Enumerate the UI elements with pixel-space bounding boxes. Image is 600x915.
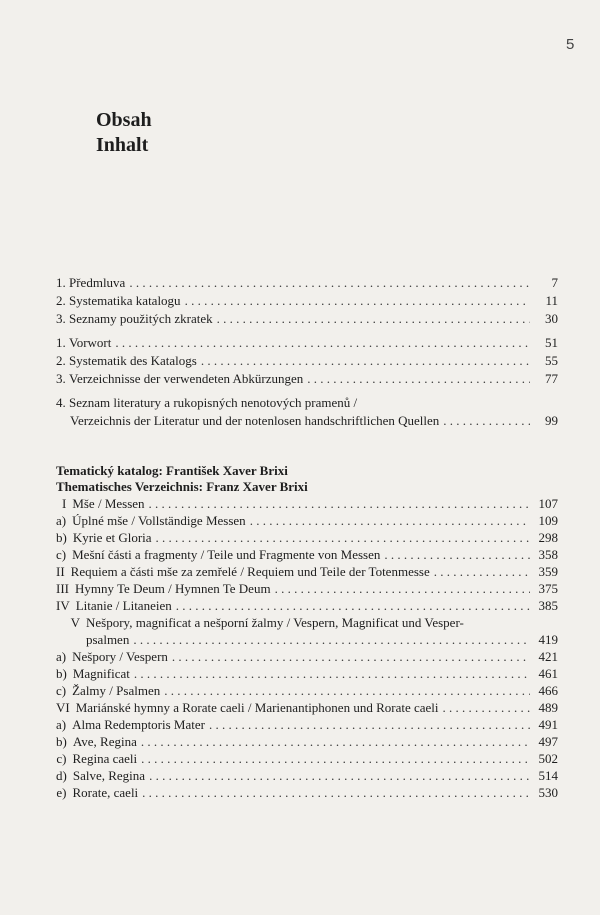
toc-entry[interactable] bbox=[56, 334, 558, 352]
leader-dots bbox=[115, 334, 530, 352]
leader-dots bbox=[201, 352, 530, 370]
toc-title: Alma Redemptoris Mater bbox=[72, 717, 205, 732]
toc-title: Žalmy / Psalmen bbox=[72, 683, 161, 698]
toc-page: 7 bbox=[551, 275, 558, 290]
toc-entry-vespers[interactable] bbox=[56, 614, 558, 632]
toc-title: Magnificat bbox=[72, 666, 130, 681]
toc-title: Úplné mše / Vollständige Messen bbox=[72, 513, 246, 528]
toc-number: e) bbox=[56, 785, 67, 800]
leader-dots bbox=[185, 292, 530, 310]
toc-number: a) bbox=[56, 649, 67, 664]
leader-dots bbox=[307, 370, 530, 388]
toc-entry[interactable] bbox=[56, 750, 558, 768]
toc-title: Verzeichnisse der verwendeten Abkürzungen bbox=[69, 371, 304, 386]
title-czech: Obsah bbox=[96, 109, 152, 131]
toc-title: Mše / Messen bbox=[72, 496, 145, 511]
toc-title: Mariánské hymny a Rorate caeli / Marienantiphonen und Rorate caeli bbox=[75, 700, 439, 715]
toc-page: 358 bbox=[538, 547, 558, 562]
toc-entry[interactable] bbox=[56, 310, 558, 328]
toc-number: II bbox=[56, 564, 65, 579]
toc-page: 99 bbox=[545, 413, 558, 428]
leader-dots bbox=[250, 512, 530, 530]
toc-number: I bbox=[61, 496, 67, 511]
toc-title: Requiem a části mše za zemřelé / Requiem und Teile der Totenmesse bbox=[70, 564, 430, 579]
toc-entry[interactable] bbox=[56, 292, 558, 310]
toc-page: 51 bbox=[545, 335, 558, 350]
toc-page: 30 bbox=[545, 311, 558, 326]
toc-title: Kyrie et Gloria bbox=[72, 530, 152, 545]
toc-entry[interactable] bbox=[56, 784, 558, 802]
toc-entry[interactable] bbox=[56, 370, 558, 388]
leader-dots bbox=[384, 546, 530, 564]
leader-dots bbox=[141, 750, 530, 768]
toc-entry[interactable] bbox=[56, 352, 558, 370]
toc-page: 421 bbox=[538, 649, 558, 664]
leader-dots bbox=[164, 682, 530, 700]
toc-page: 385 bbox=[538, 598, 558, 613]
title-german: Inhalt bbox=[96, 134, 149, 156]
toc-title: Verzeichnis der Literatur und der notenlosen handschriftlichen Quellen bbox=[70, 413, 440, 428]
toc-entry[interactable] bbox=[56, 580, 558, 598]
toc-number: IV bbox=[56, 598, 70, 613]
leader-dots bbox=[443, 412, 530, 430]
toc-entry[interactable] bbox=[56, 546, 558, 564]
catalog-heading-german: Thematisches Verzeichnis: Franz Xaver Brixi bbox=[56, 479, 308, 494]
toc-title: Nešpory / Vespern bbox=[72, 649, 168, 664]
toc-title: Mešní části a fragmenty / Teile und Fragmente von Messen bbox=[72, 547, 381, 562]
leader-dots bbox=[134, 665, 530, 683]
page-title bbox=[96, 108, 152, 158]
toc-page: 530 bbox=[538, 785, 558, 800]
toc-entry-literature[interactable] bbox=[56, 394, 558, 412]
toc-page: 375 bbox=[538, 581, 558, 596]
toc-number: b) bbox=[56, 734, 67, 749]
toc-title: Seznamy použitých zkratek bbox=[69, 311, 213, 326]
toc-number: c) bbox=[56, 751, 67, 766]
leader-dots bbox=[434, 563, 530, 581]
toc-title: Vorwort bbox=[69, 335, 112, 350]
toc-title: Seznam literatury a rukopisných nenotových pramenů / bbox=[69, 395, 358, 410]
toc-number: c) bbox=[56, 547, 67, 562]
toc-entry[interactable] bbox=[56, 274, 558, 292]
toc-title: Rorate, caeli bbox=[72, 785, 139, 800]
toc-number: a) bbox=[56, 513, 67, 528]
toc-title: Hymny Te Deum / Hymnen Te Deum bbox=[75, 581, 271, 596]
toc-page: 489 bbox=[538, 700, 558, 715]
toc-title: psalmen bbox=[86, 632, 130, 647]
toc-number: 1. bbox=[56, 335, 66, 350]
toc-number: 1. bbox=[56, 275, 66, 290]
toc-entry[interactable] bbox=[56, 495, 558, 513]
toc-title: Systematika katalogu bbox=[69, 293, 181, 308]
leader-dots bbox=[217, 310, 530, 328]
toc-page: 514 bbox=[538, 768, 558, 783]
toc-page: 107 bbox=[538, 496, 558, 511]
toc-page: 109 bbox=[538, 513, 558, 528]
toc-entry[interactable] bbox=[56, 699, 558, 717]
leader-dots bbox=[275, 580, 530, 598]
toc-page: 419 bbox=[538, 632, 558, 647]
leader-dots bbox=[172, 648, 530, 666]
toc-page: 461 bbox=[538, 666, 558, 681]
toc-entry[interactable] bbox=[56, 665, 558, 683]
toc-entry-vespers-cont[interactable] bbox=[86, 631, 558, 649]
toc-entry[interactable] bbox=[56, 597, 558, 615]
toc-number: VI bbox=[56, 700, 70, 715]
toc-number: a) bbox=[56, 717, 67, 732]
toc-page: 497 bbox=[538, 734, 558, 749]
toc-number: b) bbox=[56, 530, 67, 545]
leader-dots bbox=[149, 495, 530, 513]
leader-dots bbox=[141, 733, 530, 751]
toc-number: d) bbox=[56, 768, 67, 783]
toc-title: Regina caeli bbox=[72, 751, 138, 766]
toc-title: Systematik des Katalogs bbox=[69, 353, 197, 368]
toc-page: 491 bbox=[538, 717, 558, 732]
toc-number: V bbox=[70, 615, 80, 630]
toc-number: 4. bbox=[56, 395, 66, 410]
toc-page: 55 bbox=[545, 353, 558, 368]
toc-page: 502 bbox=[538, 751, 558, 766]
leader-dots bbox=[129, 274, 530, 292]
toc-entry[interactable] bbox=[56, 529, 558, 547]
leader-dots bbox=[133, 631, 530, 649]
toc-entry[interactable] bbox=[56, 512, 558, 530]
toc-page: 11 bbox=[545, 293, 558, 308]
leader-dots bbox=[149, 767, 530, 785]
leader-dots bbox=[142, 784, 530, 802]
toc-page: 359 bbox=[538, 564, 558, 579]
leader-dots bbox=[443, 699, 530, 717]
toc-entry[interactable] bbox=[56, 563, 558, 581]
toc-number: 3. bbox=[56, 311, 66, 326]
page-number: 5 bbox=[566, 36, 575, 53]
toc-entry-literature-cont[interactable] bbox=[70, 412, 558, 430]
toc-title: Litanie / Litaneien bbox=[75, 598, 172, 613]
toc-number: c) bbox=[56, 683, 67, 698]
toc-title: Ave, Regina bbox=[72, 734, 137, 749]
toc-entry[interactable] bbox=[56, 716, 558, 734]
toc-entry[interactable] bbox=[56, 767, 558, 785]
toc-entry[interactable] bbox=[56, 682, 558, 700]
toc-page: 466 bbox=[538, 683, 558, 698]
catalog-heading-czech: Tematický katalog: František Xaver Brixi bbox=[56, 463, 288, 478]
toc-title: Nešpory, magnificat a nešporní žalmy / Vespern, Magnificat und Vesper- bbox=[86, 615, 464, 630]
toc-number: 2. bbox=[56, 353, 66, 368]
toc-number: 3. bbox=[56, 371, 66, 386]
toc-number: III bbox=[56, 581, 69, 596]
leader-dots bbox=[176, 597, 530, 615]
leader-dots bbox=[209, 716, 530, 734]
leader-dots bbox=[156, 529, 530, 547]
toc-entry[interactable] bbox=[56, 733, 558, 751]
toc-number: b) bbox=[56, 666, 67, 681]
toc-entry[interactable] bbox=[56, 648, 558, 666]
toc-title: Salve, Regina bbox=[72, 768, 146, 783]
toc-number: 2. bbox=[56, 293, 66, 308]
toc-title: Předmluva bbox=[69, 275, 126, 290]
toc-page: 77 bbox=[545, 371, 558, 386]
toc-page: 298 bbox=[538, 530, 558, 545]
